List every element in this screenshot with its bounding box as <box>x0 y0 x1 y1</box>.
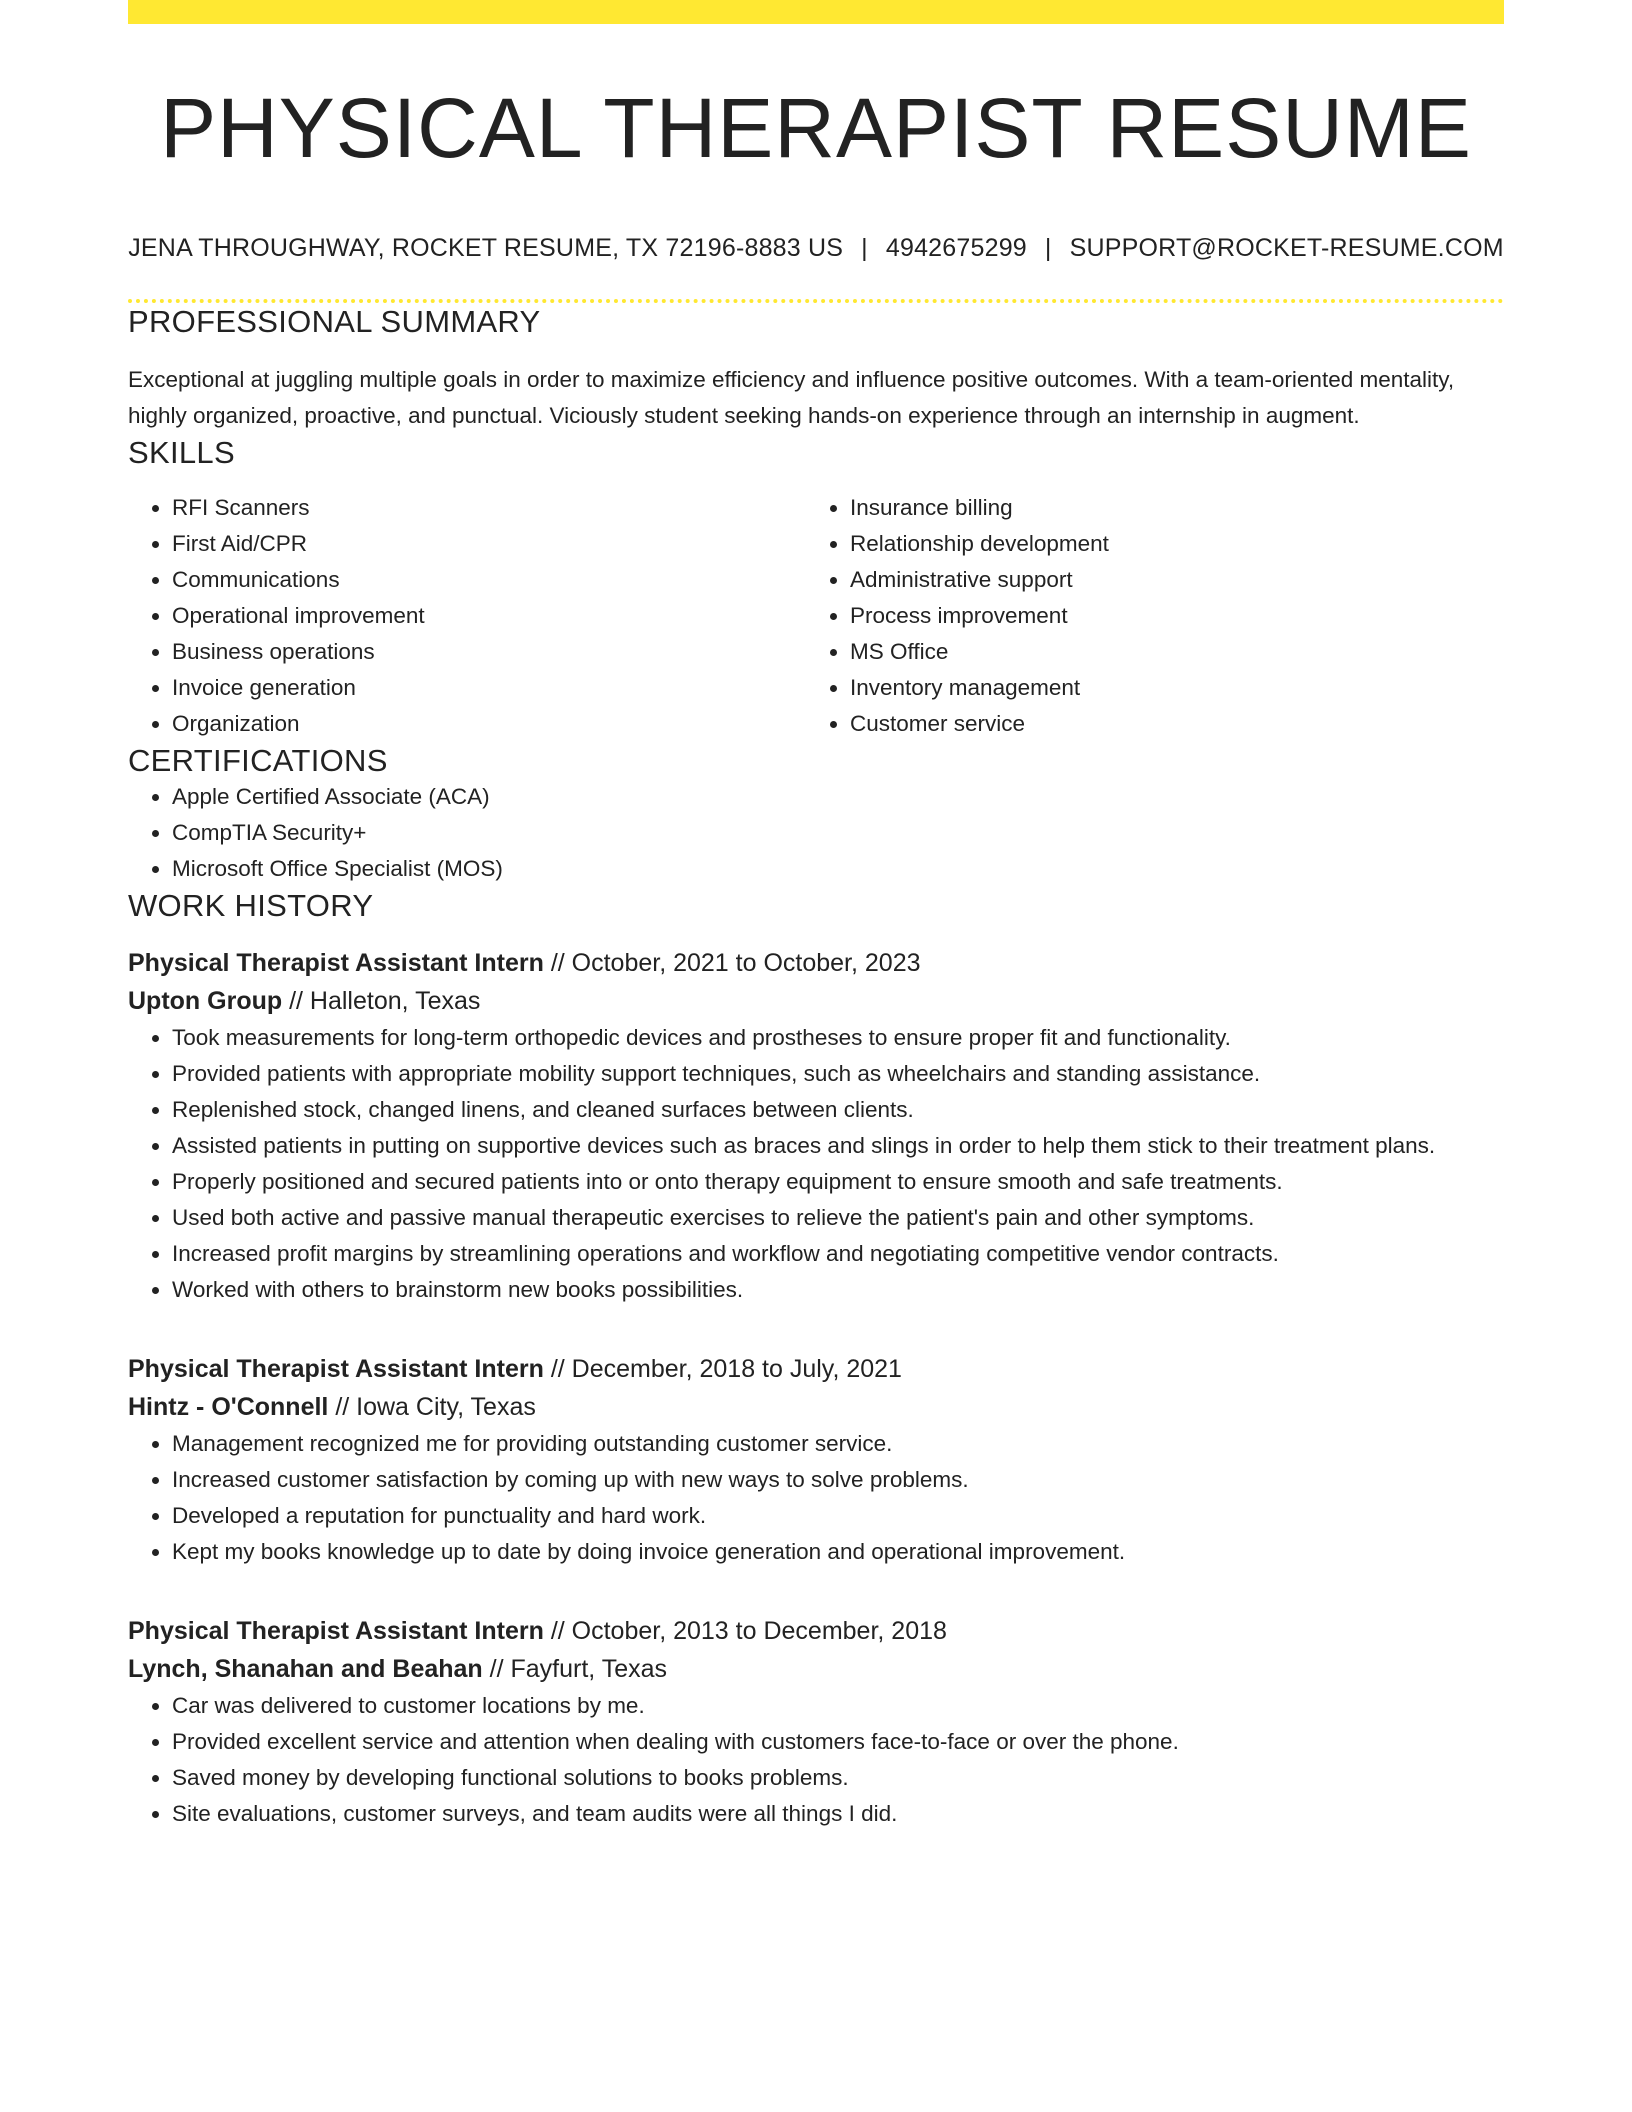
skill-item: • Customer service <box>850 706 1484 742</box>
job-location: // Iowa City, Texas <box>328 1392 536 1421</box>
certification-item: • CompTIA Security+ <box>172 815 1504 851</box>
skill-item: • Communications <box>172 562 806 598</box>
skill-item: • Business operations <box>172 634 806 670</box>
skill-item: • RFI Scanners <box>172 490 806 526</box>
job-duty-item: • Replenished stock, changed linens, and cleaned surfaces between clients. <box>172 1092 1504 1128</box>
job-company-line <box>128 1650 1504 1688</box>
job-duty-item: • Developed a reputation for punctuality and hard work. <box>172 1498 1504 1534</box>
job-title-line <box>128 1350 1504 1388</box>
accent-bar <box>128 0 1504 24</box>
job-title: Physical Therapist Assistant Intern <box>128 1616 544 1645</box>
skill-item: • Process improvement <box>850 598 1484 634</box>
job-company: Lynch, Shanahan and Beahan <box>128 1654 483 1683</box>
job-entry <box>128 1612 1504 1832</box>
job-title-line <box>128 1612 1504 1650</box>
skill-item: • Operational improvement <box>172 598 806 634</box>
skills-list-left <box>128 490 806 742</box>
job-entry <box>128 1350 1504 1570</box>
skill-item: • Insurance billing <box>850 490 1484 526</box>
job-duty-item: • Increased customer satisfaction by coming up with new ways to solve problems. <box>172 1462 1504 1498</box>
skills-column-left <box>128 490 806 742</box>
job-company-line <box>128 1388 1504 1426</box>
job-duty-item: • Assisted patients in putting on supportive devices such as braces and slings in order to help them stick to their treatment plans. <box>172 1128 1504 1164</box>
job-duties-list <box>128 1426 1504 1570</box>
job-dates: // October, 2013 to December, 2018 <box>543 1616 947 1645</box>
job-title: Physical Therapist Assistant Intern <box>128 1354 544 1383</box>
contact-address: JENA THROUGHWAY, ROCKET RESUME, TX 72196-8883 US <box>128 234 844 263</box>
job-company-line <box>128 982 1504 1020</box>
job-company: Upton Group <box>128 986 283 1015</box>
contact-separator: | <box>1044 234 1052 263</box>
skill-item: • Relationship development <box>850 526 1484 562</box>
resume-title: PHYSICAL THERAPIST RESUME <box>160 81 1472 175</box>
job-entry <box>128 944 1504 1308</box>
job-duty-item: • Kept my books knowledge up to date by doing invoice generation and operational improvement. <box>172 1534 1504 1570</box>
summary-heading: PROFESSIONAL SUMMARY <box>128 304 541 340</box>
job-company: Hintz - O'Connell <box>128 1392 329 1421</box>
skills-grid <box>128 490 1504 742</box>
job-location: // Fayfurt, Texas <box>482 1654 668 1683</box>
skills-heading: SKILLS <box>128 435 235 471</box>
skill-item: • Organization <box>172 706 806 742</box>
job-duties-list <box>128 1688 1504 1832</box>
job-duty-item: • Provided patients with appropriate mobility support techniques, such as wheelchairs and standing assistance. <box>172 1056 1504 1092</box>
skills-list-right <box>806 490 1484 742</box>
contact-phone: 4942675299 <box>885 234 1027 263</box>
job-dates: // December, 2018 to July, 2021 <box>543 1354 902 1383</box>
job-duty-item: • Site evaluations, customer surveys, and team audits were all things I did. <box>172 1796 1504 1832</box>
contact-line <box>128 234 1504 263</box>
skill-item: • Administrative support <box>850 562 1484 598</box>
job-duties-list <box>128 1020 1504 1308</box>
job-dates: // October, 2021 to October, 2023 <box>543 948 921 977</box>
job-duty-item: • Management recognized me for providing outstanding customer service. <box>172 1426 1504 1462</box>
certifications-list <box>128 779 1504 887</box>
job-title: Physical Therapist Assistant Intern <box>128 948 544 977</box>
job-duty-item: • Saved money by developing functional solutions to books problems. <box>172 1760 1504 1796</box>
job-duty-item: • Worked with others to brainstorm new books possibilities. <box>172 1272 1504 1308</box>
certifications-heading: CERTIFICATIONS <box>128 742 388 778</box>
job-duty-item: • Took measurements for long-term orthopedic devices and prostheses to ensure proper fit and functionality. <box>172 1020 1504 1056</box>
job-duty-item: • Properly positioned and secured patients into or onto therapy equipment to ensure smooth and safe treatments. <box>172 1164 1504 1200</box>
job-duty-item: • Car was delivered to customer locations by me. <box>172 1688 1504 1724</box>
certification-item: • Apple Certified Associate (ACA) <box>172 779 1504 815</box>
contact-email: SUPPORT@ROCKET-RESUME.COM <box>1069 234 1504 263</box>
resume-page <box>128 0 1504 1832</box>
job-duty-item: • Provided excellent service and attention when dealing with customers face-to-face or over the phone. <box>172 1724 1504 1760</box>
skill-item: • MS Office <box>850 634 1484 670</box>
job-location: // Halleton, Texas <box>282 986 481 1015</box>
work-history-list <box>128 944 1504 1832</box>
job-duty-item: • Used both active and passive manual therapeutic exercises to relieve the patient's pain and other symptoms. <box>172 1200 1504 1236</box>
certification-item: • Microsoft Office Specialist (MOS) <box>172 851 1504 887</box>
contact-separator: | <box>861 234 868 263</box>
skills-column-right <box>806 490 1484 742</box>
skill-item: • Inventory management <box>850 670 1484 706</box>
summary-text: Exceptional at juggling multiple goals in order to maximize efficiency and influence positive outcomes. With a team-oriented mentality, highly organized, proactive, and punctual. Viciously student seeking hands-on experience through an internship in augment. <box>128 367 1455 429</box>
job-duty-item: • Increased profit margins by streamlining operations and workflow and negotiating competitive vendor contracts. <box>172 1236 1504 1272</box>
skill-item: • Invoice generation <box>172 670 806 706</box>
work-history-heading: WORK HISTORY <box>128 887 374 923</box>
job-title-line <box>128 944 1504 982</box>
skill-item: • First Aid/CPR <box>172 526 806 562</box>
